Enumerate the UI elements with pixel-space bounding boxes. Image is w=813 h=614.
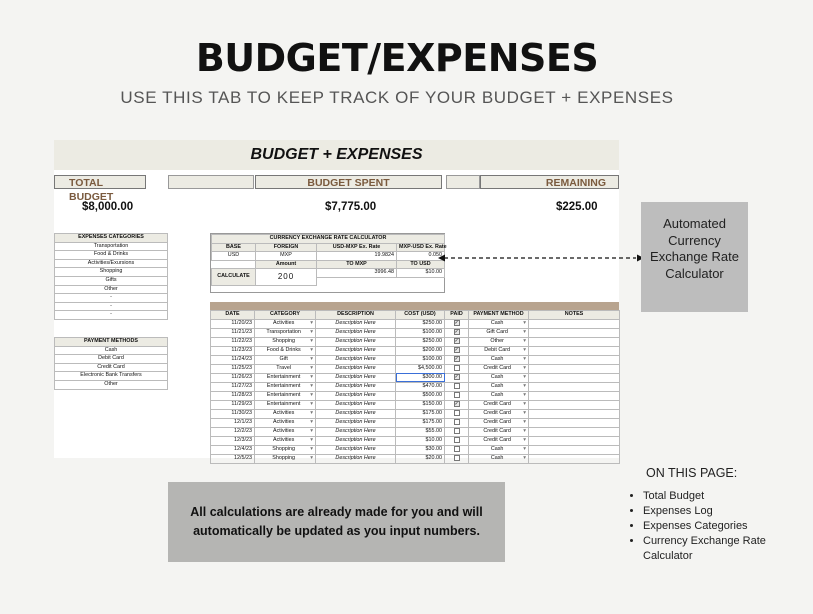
log-description[interactable]: Description Here xyxy=(316,319,396,328)
table-row xyxy=(211,445,620,454)
mxp-usd-rate: 0.050 xyxy=(397,252,445,261)
category-text: Activities xyxy=(273,437,295,443)
category-row xyxy=(55,294,168,303)
log-notes[interactable] xyxy=(529,454,620,463)
dropdown-arrow-icon[interactable]: ▾ xyxy=(523,373,526,380)
empty-cell xyxy=(397,277,445,285)
payment-method-item[interactable]: Credit Card xyxy=(55,363,168,372)
category-text: Shopping xyxy=(272,337,296,344)
payment-method-item[interactable]: Debit Card xyxy=(55,355,168,364)
table-row xyxy=(211,409,620,418)
remaining-label: REMAINING xyxy=(480,175,619,189)
log-payment-method[interactable] xyxy=(469,328,529,337)
log-cost[interactable]: $4,500.00 xyxy=(396,364,445,373)
dropdown-arrow-icon[interactable]: ▾ xyxy=(523,337,526,344)
log-notes[interactable] xyxy=(529,418,620,427)
dropdown-arrow-icon[interactable]: ▾ xyxy=(523,437,526,443)
payment-text: Credit Card xyxy=(483,400,511,407)
payment-text: Credit Card xyxy=(483,427,511,434)
log-paid xyxy=(445,337,469,346)
checkbox-icon[interactable] xyxy=(454,365,460,371)
total-budget-label: TOTAL BUDGET xyxy=(54,175,146,189)
category-row xyxy=(55,251,168,260)
dropdown-arrow-icon[interactable]: ▾ xyxy=(310,391,313,398)
payment-text: Cash xyxy=(490,382,504,389)
log-paid xyxy=(445,418,469,427)
payment-text: Cash xyxy=(490,391,504,398)
log-category[interactable] xyxy=(255,373,316,382)
log-date[interactable]: 12/3/23 xyxy=(211,436,255,445)
log-col-description: DESCRIPTION xyxy=(316,311,396,320)
payment-text: Cash xyxy=(490,455,504,462)
log-description[interactable]: Description Here xyxy=(316,328,396,337)
empty-cell xyxy=(317,277,397,285)
to-mxp-label: TO MXP xyxy=(317,260,397,269)
category-item[interactable]: Transportation xyxy=(55,242,168,251)
log-payment-method[interactable] xyxy=(469,373,529,382)
log-notes[interactable] xyxy=(529,319,620,328)
payment-text: Debit Card xyxy=(484,346,511,353)
category-text: Activities xyxy=(273,427,295,434)
log-cost[interactable]: $150.00 xyxy=(396,400,445,409)
log-description[interactable]: Description Here xyxy=(316,337,396,346)
log-notes[interactable] xyxy=(529,355,620,364)
log-cost[interactable]: $100.00 xyxy=(396,355,445,364)
dropdown-arrow-icon[interactable]: ▾ xyxy=(523,391,526,398)
log-description[interactable]: Description Here xyxy=(316,400,396,409)
amount-label: Amount xyxy=(256,260,317,269)
currency-calculator xyxy=(210,233,445,293)
category-text: Shopping xyxy=(272,446,296,453)
log-category[interactable] xyxy=(255,427,316,436)
log-date[interactable]: 11/26/23 xyxy=(211,373,255,382)
log-payment-method[interactable] xyxy=(469,409,529,418)
log-paid xyxy=(445,400,469,409)
category-row xyxy=(55,259,168,268)
category-text: Entertainment xyxy=(266,373,301,380)
remaining-value: $225.00 xyxy=(556,201,598,213)
log-description[interactable]: Description Here xyxy=(316,382,396,391)
page-subtitle: USE THIS TAB TO KEEP TRACK OF YOUR BUDGET + EXPENSES xyxy=(120,88,674,107)
log-cost[interactable]: $30.00 xyxy=(396,445,445,454)
sheet-header: BUDGET + EXPENSES xyxy=(54,140,619,170)
list-item: • Expenses Categories xyxy=(643,519,813,534)
dropdown-arrow-icon[interactable]: ▾ xyxy=(310,319,313,326)
col-usd-mxp: USD-MXP Ex. Rate xyxy=(317,243,397,252)
log-payment-method[interactable] xyxy=(469,382,529,391)
table-row xyxy=(211,337,620,346)
category-text: Food & Drinks xyxy=(266,346,301,353)
category-item[interactable]: Gifts xyxy=(55,276,168,285)
log-payment-method[interactable] xyxy=(469,364,529,373)
log-paid xyxy=(445,346,469,355)
log-date[interactable]: 12/1/23 xyxy=(211,418,255,427)
dropdown-arrow-icon[interactable]: ▾ xyxy=(523,346,526,353)
log-notes[interactable] xyxy=(529,373,620,382)
log-paid xyxy=(445,427,469,436)
log-category[interactable] xyxy=(255,436,316,445)
log-notes[interactable] xyxy=(529,427,620,436)
log-category[interactable] xyxy=(255,391,316,400)
payment-text: Credit Card xyxy=(483,418,511,425)
payment-method-row xyxy=(55,355,168,364)
log-payment-method[interactable] xyxy=(469,337,529,346)
category-text: Shopping xyxy=(272,455,296,462)
dashed-arrow-icon xyxy=(438,252,644,264)
category-row xyxy=(55,311,168,320)
dropdown-arrow-icon[interactable]: ▾ xyxy=(523,328,526,335)
spacer-cell xyxy=(446,175,480,189)
payment-text: Cash xyxy=(490,355,504,362)
dropdown-arrow-icon[interactable]: ▾ xyxy=(523,455,526,462)
category-item[interactable]: Shopping xyxy=(55,268,168,277)
payment-text: Credit Card xyxy=(483,364,511,371)
checkbox-icon[interactable]: ✓ xyxy=(454,346,459,353)
log-cost[interactable]: $250.00 xyxy=(396,337,445,346)
log-date[interactable]: 12/5/23 xyxy=(211,454,255,463)
payment-text: Credit Card xyxy=(483,409,511,416)
payment-text: Cash xyxy=(490,446,504,453)
checkbox-icon[interactable] xyxy=(454,419,460,425)
to-usd-value: $10.00 xyxy=(397,269,445,278)
payment-methods-header: PAYMENT METHODS xyxy=(55,338,168,347)
category-item[interactable]: - xyxy=(55,302,168,311)
log-date[interactable]: 11/28/23 xyxy=(211,391,255,400)
checkbox-icon[interactable] xyxy=(454,455,460,461)
table-row xyxy=(211,400,620,409)
log-cost[interactable]: $500.00 xyxy=(396,391,445,400)
dropdown-arrow-icon[interactable]: ▾ xyxy=(310,373,313,380)
on-this-page-list xyxy=(626,489,813,564)
dropdown-arrow-icon[interactable]: ▾ xyxy=(523,418,526,425)
log-payment-method[interactable] xyxy=(469,346,529,355)
expenses-log-bar xyxy=(210,302,619,310)
log-notes[interactable] xyxy=(529,337,620,346)
log-payment-method[interactable] xyxy=(469,436,529,445)
table-row xyxy=(211,382,620,391)
category-row xyxy=(55,242,168,251)
dropdown-arrow-icon[interactable]: ▾ xyxy=(523,427,526,434)
log-description[interactable]: Description Here xyxy=(316,409,396,418)
payment-method-row xyxy=(55,372,168,381)
log-date[interactable]: 11/30/23 xyxy=(211,409,255,418)
log-date[interactable]: 11/25/23 xyxy=(211,364,255,373)
list-item: • Expenses Log xyxy=(643,504,813,519)
checkbox-icon[interactable] xyxy=(454,410,460,416)
log-category[interactable] xyxy=(255,328,316,337)
budget-spent-label: BUDGET SPENT xyxy=(255,175,442,189)
payment-text: Cash xyxy=(490,319,504,326)
calculate-label: CALCULATE xyxy=(212,269,256,286)
foreign-currency[interactable]: MXP xyxy=(256,252,317,261)
table-row xyxy=(211,427,620,436)
log-payment-method[interactable] xyxy=(469,454,529,463)
payment-methods-table xyxy=(54,337,168,390)
payment-method-row xyxy=(55,380,168,389)
dropdown-arrow-icon[interactable]: ▾ xyxy=(310,364,313,371)
log-notes[interactable] xyxy=(529,328,620,337)
log-notes[interactable] xyxy=(529,391,620,400)
to-usd-label: TO USD xyxy=(397,260,445,269)
calculations-note: All calculations are already made for you and will automatically be updated as you input numbers. xyxy=(168,482,505,562)
checkbox-icon[interactable] xyxy=(454,428,460,434)
dropdown-arrow-icon[interactable]: ▾ xyxy=(310,455,313,462)
checkbox-icon[interactable]: ✓ xyxy=(454,400,459,407)
total-budget-value: $8,000.00 xyxy=(82,201,134,213)
payment-method-item[interactable]: Other xyxy=(55,380,168,389)
log-cost[interactable]: $250.00 xyxy=(396,319,445,328)
log-date[interactable]: 11/29/23 xyxy=(211,400,255,409)
empty-cell xyxy=(212,260,256,269)
log-paid xyxy=(445,364,469,373)
table-row xyxy=(211,436,620,445)
dropdown-arrow-icon[interactable]: ▾ xyxy=(310,427,313,434)
log-description[interactable]: Description Here xyxy=(316,364,396,373)
log-category[interactable] xyxy=(255,337,316,346)
table-row xyxy=(211,373,620,382)
log-category[interactable] xyxy=(255,454,316,463)
spacer-cell xyxy=(168,175,254,189)
list-item: • Currency Exchange Rate Calculator xyxy=(643,534,813,564)
payment-text: Cash xyxy=(490,373,504,380)
dropdown-arrow-icon[interactable]: ▾ xyxy=(523,400,526,407)
category-item[interactable]: Food & Drinks xyxy=(55,251,168,260)
log-category[interactable] xyxy=(255,319,316,328)
payment-method-item[interactable]: Electronic Bank Transfers xyxy=(55,372,168,381)
category-row xyxy=(55,285,168,294)
dropdown-arrow-icon[interactable]: ▾ xyxy=(523,446,526,453)
log-cost[interactable]: $175.00 xyxy=(396,418,445,427)
category-text: Travel xyxy=(276,364,292,371)
log-notes[interactable] xyxy=(529,382,620,391)
log-paid xyxy=(445,382,469,391)
category-item[interactable]: - xyxy=(55,294,168,303)
log-col-notes: NOTES xyxy=(529,311,620,320)
spreadsheet-preview xyxy=(54,140,619,462)
budget-spent-value: $7,775.00 xyxy=(325,201,377,213)
log-col-paid: PAID xyxy=(445,311,469,320)
log-payment-method[interactable] xyxy=(469,427,529,436)
checkbox-icon[interactable] xyxy=(454,383,460,389)
log-cost[interactable]: $55.00 xyxy=(396,427,445,436)
category-text: Activities xyxy=(273,319,295,326)
dropdown-arrow-icon[interactable]: ▾ xyxy=(310,382,313,389)
category-item[interactable]: Activities/Exursions xyxy=(55,259,168,268)
log-col-payment-method: PAYMENT METHOD xyxy=(469,311,529,320)
base-currency[interactable]: USD xyxy=(212,252,256,261)
dropdown-arrow-icon[interactable]: ▾ xyxy=(310,446,313,453)
log-description[interactable]: Description Here xyxy=(316,445,396,454)
dropdown-arrow-icon[interactable]: ▾ xyxy=(523,409,526,416)
payment-method-item[interactable]: Cash xyxy=(55,346,168,355)
log-description[interactable]: Description Here xyxy=(316,346,396,355)
dropdown-arrow-icon[interactable]: ▾ xyxy=(523,355,526,362)
dropdown-arrow-icon[interactable]: ▾ xyxy=(310,400,313,407)
log-payment-method[interactable] xyxy=(469,445,529,454)
category-text: Activities xyxy=(273,418,295,425)
dropdown-arrow-icon[interactable]: ▾ xyxy=(310,418,313,425)
log-category[interactable] xyxy=(255,355,316,364)
table-row xyxy=(211,364,620,373)
log-description[interactable]: Description Here xyxy=(316,373,396,382)
table-row xyxy=(211,328,620,337)
on-this-page-title: ON THIS PAGE: xyxy=(646,466,738,480)
log-notes[interactable] xyxy=(529,346,620,355)
log-category[interactable] xyxy=(255,400,316,409)
col-mxp-usd: MXP-USD Ex. Rate xyxy=(397,243,445,252)
payment-method-row xyxy=(55,346,168,355)
log-paid xyxy=(445,409,469,418)
dropdown-arrow-icon[interactable]: ▾ xyxy=(310,337,313,344)
table-row xyxy=(211,355,620,364)
log-category[interactable] xyxy=(255,346,316,355)
log-col-category: CATEGORY xyxy=(255,311,316,320)
checkbox-icon[interactable]: ✓ xyxy=(454,319,459,326)
category-text: Entertainment xyxy=(266,382,301,389)
dropdown-arrow-icon[interactable]: ▾ xyxy=(310,355,313,362)
checkbox-icon[interactable]: ✓ xyxy=(454,337,459,344)
log-description[interactable]: Description Here xyxy=(316,355,396,364)
log-paid xyxy=(445,445,469,454)
checkbox-icon[interactable]: ✓ xyxy=(454,328,459,335)
log-description[interactable]: Description Here xyxy=(316,454,396,463)
to-mxp-value: 3996.48 xyxy=(317,269,397,278)
dropdown-arrow-icon[interactable]: ▾ xyxy=(310,328,313,335)
log-payment-method[interactable] xyxy=(469,400,529,409)
table-row xyxy=(211,418,620,427)
amount-input[interactable]: 200 xyxy=(256,269,317,286)
log-date[interactable]: 11/24/23 xyxy=(211,355,255,364)
log-notes[interactable] xyxy=(529,400,620,409)
checkbox-icon[interactable] xyxy=(454,392,460,398)
category-text: Entertainment xyxy=(266,391,301,398)
table-row xyxy=(211,319,620,328)
log-cost[interactable]: $20.00 xyxy=(396,454,445,463)
table-row xyxy=(211,391,620,400)
log-payment-method[interactable] xyxy=(469,355,529,364)
log-description[interactable]: Description Here xyxy=(316,418,396,427)
col-base: BASE xyxy=(212,243,256,252)
log-paid xyxy=(445,355,469,364)
table-row xyxy=(211,346,620,355)
log-description[interactable]: Description Here xyxy=(316,427,396,436)
log-notes[interactable] xyxy=(529,409,620,418)
log-date[interactable]: 11/22/23 xyxy=(211,337,255,346)
log-payment-method[interactable] xyxy=(469,319,529,328)
log-date[interactable]: 11/23/23 xyxy=(211,346,255,355)
log-date[interactable]: 12/2/23 xyxy=(211,427,255,436)
dropdown-arrow-icon[interactable]: ▾ xyxy=(523,319,526,326)
log-date[interactable]: 11/21/23 xyxy=(211,328,255,337)
log-col-date: DATE xyxy=(211,311,255,320)
log-category[interactable] xyxy=(255,382,316,391)
log-paid xyxy=(445,391,469,400)
log-payment-method[interactable] xyxy=(469,418,529,427)
calculator-header: CURRENCY EXCHANGE RATE CALCULATOR xyxy=(212,235,445,244)
dropdown-arrow-icon[interactable]: ▾ xyxy=(310,409,313,416)
log-paid xyxy=(445,436,469,445)
page-title: BUDGET/EXPENSES xyxy=(195,36,599,80)
dropdown-arrow-icon[interactable]: ▾ xyxy=(310,346,313,353)
payment-text: Other xyxy=(490,337,504,344)
log-date[interactable]: 11/20/23 xyxy=(211,319,255,328)
checkbox-icon[interactable] xyxy=(454,437,460,443)
log-paid xyxy=(445,373,469,382)
log-cost[interactable]: $200.00 xyxy=(396,346,445,355)
payment-method-row xyxy=(55,363,168,372)
dropdown-arrow-icon[interactable]: ▾ xyxy=(523,364,526,371)
dropdown-arrow-icon[interactable]: ▾ xyxy=(523,382,526,389)
calculator-callout: Automated Currency Exchange Rate Calculator xyxy=(641,202,748,312)
category-text: Activities xyxy=(273,409,295,416)
categories-header: EXPENSES CATEGORIES xyxy=(55,234,168,243)
log-cost[interactable]: $10.00 xyxy=(396,436,445,445)
category-item[interactable]: - xyxy=(55,311,168,320)
log-paid xyxy=(445,454,469,463)
category-item[interactable]: Other xyxy=(55,285,168,294)
checkbox-icon[interactable] xyxy=(454,446,460,452)
log-notes[interactable] xyxy=(529,364,620,373)
log-description[interactable]: Description Here xyxy=(316,436,396,445)
log-category[interactable] xyxy=(255,409,316,418)
log-date[interactable]: 12/4/23 xyxy=(211,445,255,454)
log-category[interactable] xyxy=(255,418,316,427)
payment-text: Gift Card xyxy=(486,328,508,335)
log-col-cost-usd: COST (USD) xyxy=(396,311,445,320)
log-description[interactable]: Description Here xyxy=(316,391,396,400)
log-cost[interactable]: $300.00 xyxy=(396,373,445,382)
checkbox-icon[interactable]: ✓ xyxy=(454,355,459,362)
category-row xyxy=(55,302,168,311)
log-cost[interactable]: $175.00 xyxy=(396,409,445,418)
category-text: Transportation xyxy=(266,328,301,335)
usd-mxp-rate: 19.9824 xyxy=(317,252,397,261)
expenses-log-table xyxy=(210,310,620,464)
category-text: Entertainment xyxy=(266,400,301,407)
log-paid xyxy=(445,328,469,337)
checkbox-icon[interactable]: ✓ xyxy=(454,373,459,380)
log-notes[interactable] xyxy=(529,445,620,454)
dropdown-arrow-icon[interactable]: ▾ xyxy=(310,437,313,443)
log-date[interactable]: 11/27/23 xyxy=(211,382,255,391)
log-notes[interactable] xyxy=(529,436,620,445)
log-category[interactable] xyxy=(255,364,316,373)
category-text: Gift xyxy=(279,355,288,362)
table-row xyxy=(211,454,620,463)
payment-text: Credit Card xyxy=(483,437,511,443)
log-category[interactable] xyxy=(255,445,316,454)
expenses-categories-table xyxy=(54,233,168,320)
log-cost[interactable]: $100.00 xyxy=(396,328,445,337)
col-foreign: FOREIGN xyxy=(256,243,317,252)
log-cost[interactable]: $470.00 xyxy=(396,382,445,391)
list-item: • Total Budget xyxy=(643,489,813,504)
log-payment-method[interactable] xyxy=(469,391,529,400)
category-row xyxy=(55,276,168,285)
log-paid xyxy=(445,319,469,328)
category-row xyxy=(55,268,168,277)
